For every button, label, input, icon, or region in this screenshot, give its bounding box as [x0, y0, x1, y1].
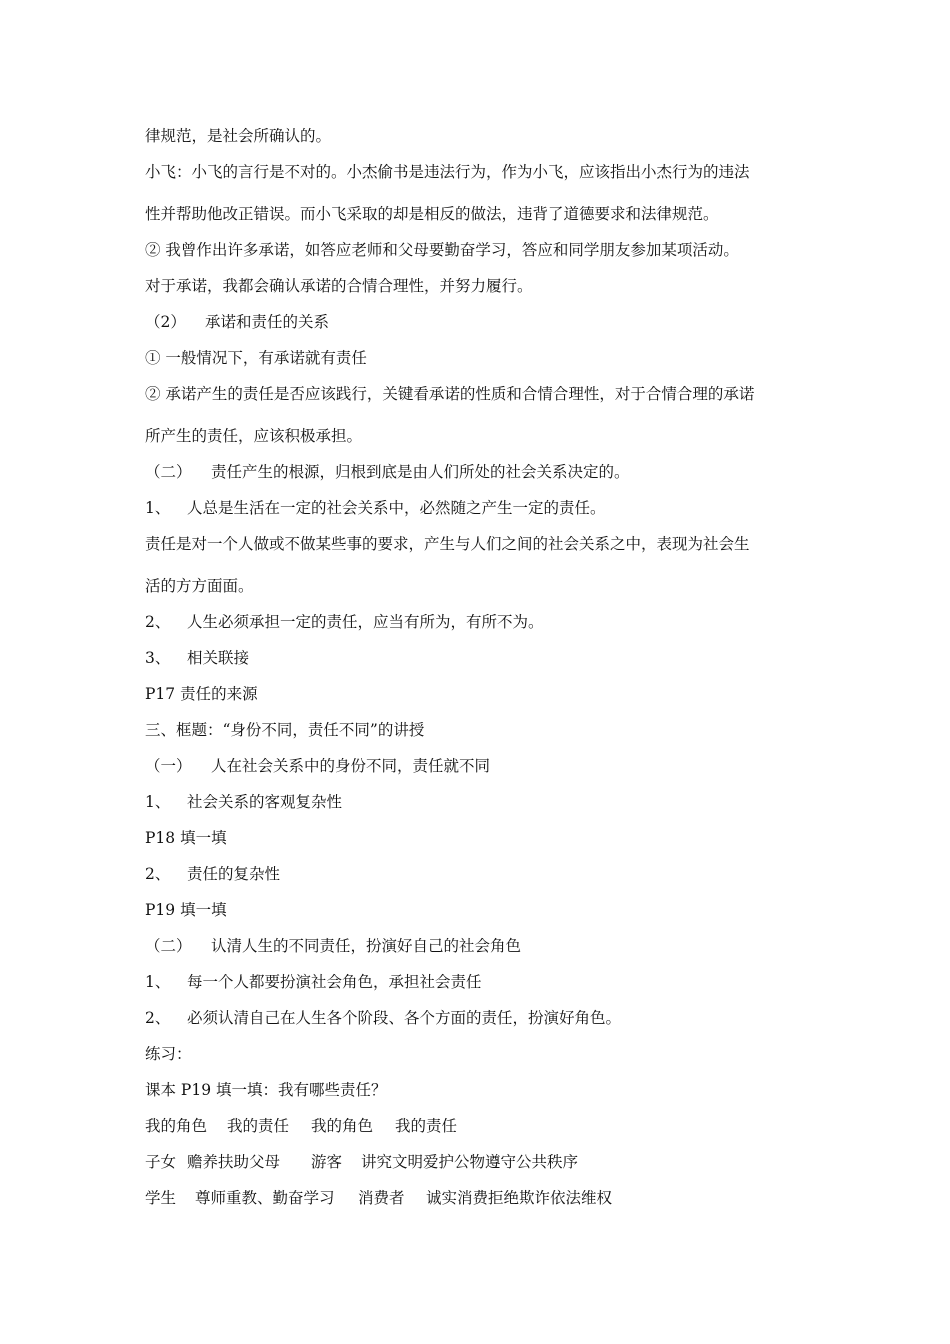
item-number: 3、: [145, 649, 171, 667]
table-header-cell: 我的责任: [395, 1117, 458, 1135]
table-row: [145, 1188, 820, 1208]
section-heading: 三、框题：“身份不同，责任不同”的讲授: [145, 721, 425, 739]
text-line: ② 承诺产生的责任是否应该践行，关键看承诺的性质和合情合理性，对于合情合理的承诺: [145, 385, 755, 403]
list-item: 1、 每一个人都要扮演社会角色，承担社会责任: [145, 973, 482, 991]
item-number: 1、: [145, 793, 171, 811]
table-cell: 诚实消费拒绝欺诈依法维权: [426, 1189, 613, 1207]
text-line: P18 填一填: [145, 829, 227, 847]
table-cell: 讲究文明爱护公物遵守公共秩序: [361, 1153, 579, 1171]
list-item: 1、 人总是生活在一定的社会关系中，必然随之产生一定的责任。: [145, 499, 606, 517]
text-line: 小飞：小飞的言行是不对的。小杰偷书是违法行为，作为小飞，应该指出小杰行为的违法: [145, 163, 750, 181]
table-header-cell: 我的角色: [145, 1117, 208, 1135]
item-number: 2、: [145, 613, 171, 631]
item-number: （一）: [145, 757, 192, 775]
item-number: （2）: [145, 313, 186, 331]
text-line: 活的方方面面。: [145, 577, 254, 595]
item-number: （二）: [145, 937, 192, 955]
section-heading: （一） 人在社会关系中的身份不同，责任就不同: [145, 757, 491, 775]
table-header-row: [145, 1116, 820, 1136]
text-line: 责任是对一个人做或不做某些事的要求，产生与人们之间的社会关系之中，表现为社会生: [145, 535, 750, 553]
table-cell: 游客: [311, 1153, 343, 1171]
list-item: 3、 相关联接: [145, 649, 250, 667]
list-item: 2、 必须认清自己在人生各个阶段、各个方面的责任，扮演好角色。: [145, 1009, 622, 1027]
table-row: [145, 1152, 820, 1172]
item-number: （二）: [145, 463, 192, 481]
section-heading: （二） 认清人生的不同责任，扮演好自己的社会角色: [145, 937, 522, 955]
item-number: 1、: [145, 973, 171, 991]
list-item: 2、 人生必须承担一定的责任，应当有所为，有所不为。: [145, 613, 544, 631]
table-cell: 尊师重教、勤奋学习: [195, 1189, 335, 1207]
text-line: 性并帮助他改正错误。而小飞采取的却是相反的做法，违背了道德要求和法律规范。: [145, 205, 719, 223]
item-number: 1、: [145, 499, 171, 517]
list-item: 2、 责任的复杂性: [145, 865, 281, 883]
section-heading: （2） 承诺和责任的关系: [145, 313, 330, 331]
text-line: P19 填一填: [145, 901, 227, 919]
text-line: 对于承诺，我都会确认承诺的合情合理性，并努力履行。: [145, 277, 533, 295]
table-cell: 赡养扶助父母: [187, 1153, 281, 1171]
text-line: P17 责任的来源: [145, 685, 258, 703]
table-header-cell: 我的责任: [227, 1117, 290, 1135]
text-line: 练习：: [145, 1045, 192, 1063]
table-cell: 子女: [145, 1153, 177, 1171]
item-number: 2、: [145, 1009, 171, 1027]
text-line: 课本 P19 填一填：我有哪些责任？: [145, 1081, 387, 1099]
list-item: 1、 社会关系的客观复杂性: [145, 793, 343, 811]
item-number: 2、: [145, 865, 171, 883]
table-cell: 学生: [145, 1189, 177, 1207]
text-line: ① 一般情况下，有承诺就有责任: [145, 349, 367, 367]
table-cell: 消费者: [358, 1189, 405, 1207]
text-line: 所产生的责任，应该积极承担。: [145, 427, 363, 445]
table-header-cell: 我的角色: [311, 1117, 374, 1135]
text-line: 律规范，是社会所确认的。: [145, 127, 332, 145]
text-line: ② 我曾作出许多承诺，如答应老师和父母要勤奋学习，答应和同学朋友参加某项活动。: [145, 241, 739, 259]
section-heading: （二） 责任产生的根源，归根到底是由人们所处的社会关系决定的。: [145, 463, 630, 481]
